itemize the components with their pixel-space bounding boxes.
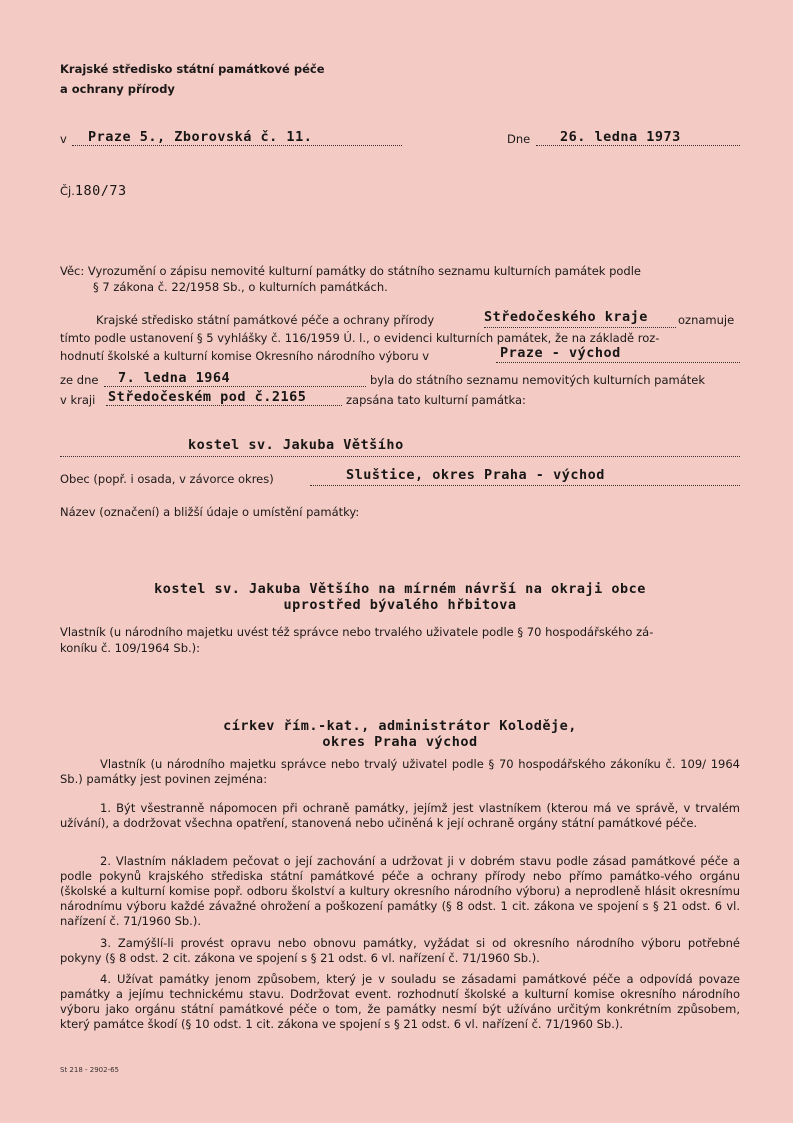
subject-line-1: Věc: Vyrozumění o zápisu nemovité kulturní památky do státního seznamu kulturních památek podle — [60, 264, 641, 278]
notice-district: Praze - východ — [500, 345, 621, 361]
notice-register: Středočeském pod č.2165 — [108, 389, 307, 405]
obligation-item: 1. Být všestranně nápomocen při ochraně památky, jejímž jest vlastníkem (kterou má ve správě, v trvalém užívání), a dodržovat všechna opatření, stanovená nebo učiněná k její ochraně orgány státní památkové péče. — [60, 801, 740, 830]
municipality-dotline — [310, 485, 740, 486]
notice-line-2: tímto podle ustanovení § 5 vyhlášky č. 116/1959 Ú. l., o evidenci kulturních památek, že na základě roz- — [60, 331, 660, 345]
notice-line-1-a: Krajské středisko státní památkové péče a ochrany přírody — [96, 313, 435, 327]
place-value: Praze 5., Zborovská č. 11. — [88, 129, 313, 145]
obligation-item: 2. Vlastním nákladem pečovat o její zachování a udržovat ji v dobrém stavu podle zásad památkové péče a podle pokynů krajského střediska státní památkové péče a ochrany přírody nebo přímo památko-vého orgánu (školské a kulturní komise popř. odboru školství a kultury okresního národního výboru) a neprodleně hlásit okresnímu národnímu výboru každé závažné ohrožení a poškození památky (§ 8 odst. 1 cit. zákona ve spojení s § 21 odst. 6 vl. nařízení č. 71/1960 Sb.). — [60, 854, 740, 928]
form-code: St 218 - 2902-65 — [60, 1066, 119, 1074]
obligations-intro: Vlastník (u národního majetku správce nebo trvalý uživatel podle § 70 hospodářského zákoníku č. 109/ 1964 Sb.) památky jest povinen zejména: — [60, 757, 740, 786]
register-dotline — [106, 405, 342, 406]
date-value: 26. ledna 1973 — [560, 129, 681, 145]
reference-label: Čj. — [60, 184, 75, 198]
district-dotline — [496, 362, 740, 363]
reference-value: 180/73 — [74, 183, 127, 199]
owner-value-line-1: církev řím.-kat., administrátor Koloděje, — [223, 718, 577, 734]
owner-label-line-2: koníku č. 109/1964 Sb.): — [60, 641, 201, 655]
notice-decision-date: 7. ledna 1964 — [118, 370, 231, 386]
location-line-1: kostel sv. Jakuba Většího na mírném návrší na okraji obce — [154, 581, 646, 597]
location-line-2: uprostřed bývalého hřbitova — [283, 597, 517, 613]
owner-label-line-1: Vlastník (u národního majetku uvést též správce nebo trvalého uživatele podle § 70 hospodářského zá- — [60, 625, 654, 639]
institution-line-2: a ochrany přírody — [60, 82, 175, 96]
notice-line-5-a: v kraji — [60, 393, 96, 407]
obligation-item: 4. Užívat památky jenom způsobem, který je v souladu se zásadami památkové péče a odpovídá povaze památky a jejímu technickému stavu. Dodržovat event. rozhodnutí školské a kulturní komise okresního národního výboru jako orgánu státní památkové péče o tom, že památky nesmí být užíváno určitým konkrétním způsobem, který památce škodí (§ 10 odst. 1 cit. zákona ve spojení s § 21 odst. 6 vl. nařízení č. 71/1960 Sb.). — [60, 972, 740, 1031]
place-prefix: v — [60, 132, 67, 146]
monument-name: kostel sv. Jakuba Většího — [188, 437, 404, 453]
institution-line-1: Krajské středisko státní památkové péče — [60, 62, 325, 76]
monument-name-dotline — [60, 456, 740, 457]
notice-region: Středočeského kraje — [484, 309, 648, 325]
obligation-item: 3. Zamýšlí-li provést opravu nebo obnovu památky, vyžádat si od okresního národního výboru potřebné pokyny (§ 8 odst. 2 cit. zákona ve spojení s § 21 odst. 6 vl. nařízení č. 71/1960 Sb.). — [60, 936, 740, 965]
region-dotline — [484, 327, 676, 328]
location-label: Název (označení) a bližší údaje o umístění památky: — [60, 505, 360, 519]
place-dotline — [72, 145, 402, 146]
notice-line-5-b: zapsána tato kulturní památka: — [346, 393, 526, 407]
decision-date-dotline — [104, 386, 366, 387]
notice-line-1-b: oznamuje — [678, 313, 735, 327]
municipality-label: Obec (popř. i osada, v závorce okres) — [60, 472, 274, 486]
notice-line-4-b: byla do státního seznamu nemovitých kulturních památek — [370, 373, 705, 387]
notice-line-3-a: hodnutí školské a kulturní komise Okresního národního výboru v — [60, 349, 430, 363]
notice-line-4-a: ze dne — [60, 373, 99, 387]
reference-number — [60, 180, 127, 199]
date-dotline — [536, 145, 740, 146]
municipality-value: Sluštice, okres Praha - východ — [346, 467, 605, 483]
subject-line-2: § 7 zákona č. 22/1958 Sb., o kulturních památkách. — [93, 280, 388, 294]
owner-value-line-2: okres Praha východ — [322, 734, 478, 750]
date-label: Dne — [507, 132, 531, 146]
